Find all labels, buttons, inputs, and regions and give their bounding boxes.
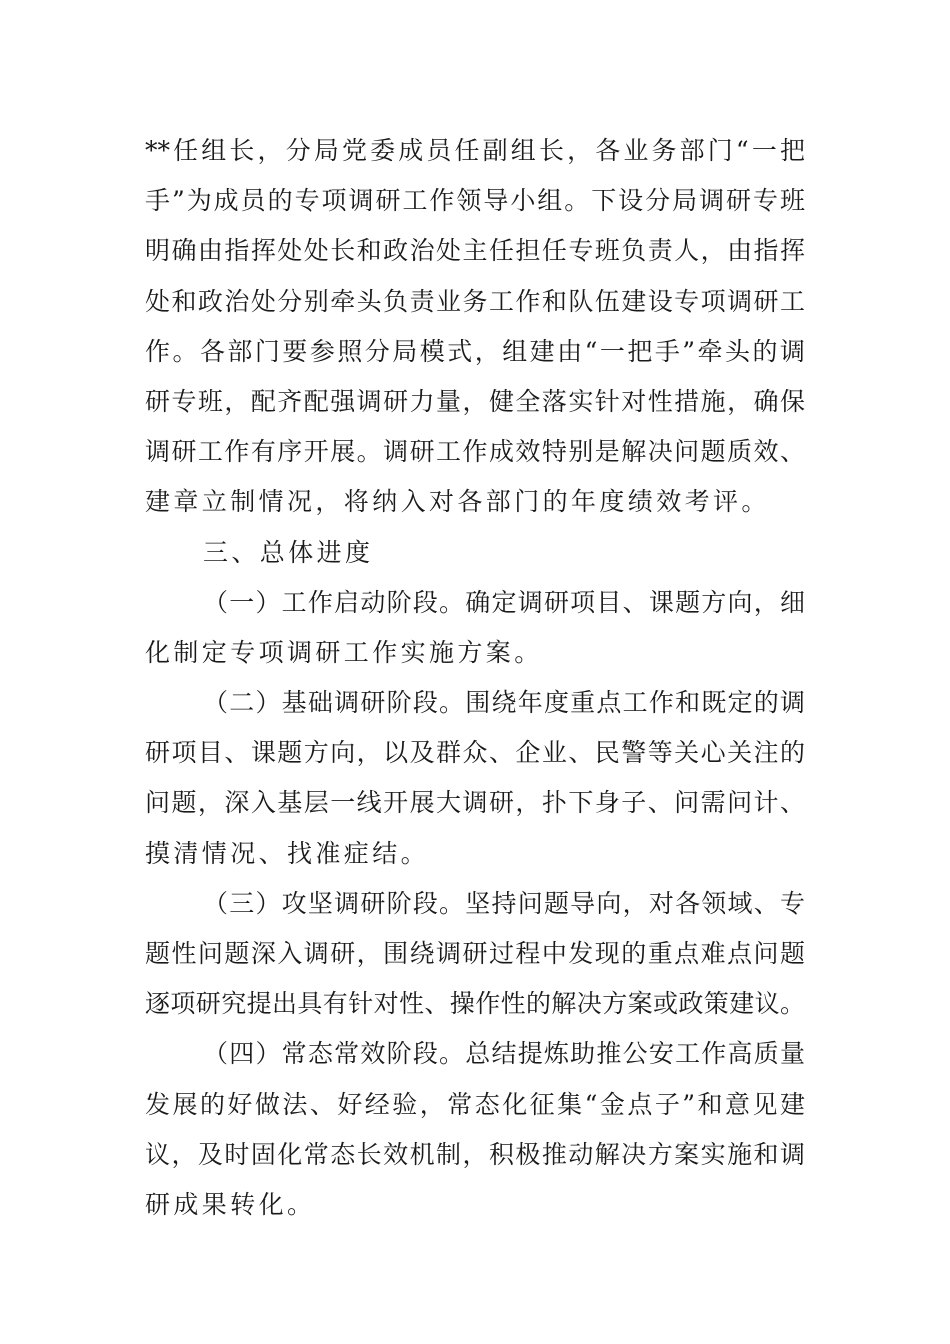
text-line: （三）攻坚调研阶段。坚持问题导向，对各领域、专	[203, 888, 805, 918]
text-line: （四）常态常效阶段。总结提炼助推公安工作高质量	[203, 1039, 805, 1069]
text-line: 明确由指挥处处长和政治处主任担任专班负责人，由指挥	[145, 236, 805, 266]
text-line: 调研工作有序开展。调研工作成效特别是解决问题质效、	[145, 437, 805, 467]
text-line: 题性问题深入调研，围绕调研过程中发现的重点难点问题	[145, 939, 805, 968]
text-line: 研成果转化。	[145, 1189, 316, 1219]
body-text	[145, 126, 805, 1230]
section-heading: 三、总体进度	[203, 537, 374, 567]
text-line: 发展的好做法、好经验，常态化征集“金点子”和意见建	[145, 1089, 805, 1119]
text-line: **任组长，分局党委成员任副组长，各业务部门“一把	[145, 136, 805, 165]
text-line: （二）基础调研阶段。围绕年度重点工作和既定的调	[203, 688, 805, 718]
text-line: 问题，深入基层一线开展大调研，扑下身子、问需问计、	[145, 788, 805, 818]
text-line: 化制定专项调研工作实施方案。	[145, 637, 543, 667]
text-line: （一）工作启动阶段。确定调研项目、课题方向，细	[203, 587, 805, 617]
text-line: 议，及时固化常态长效机制，积极推动解决方案实施和调	[145, 1139, 805, 1169]
text-line: 建章立制情况，将纳入对各部门的年度绩效考评。	[145, 487, 770, 517]
text-line: 研专班，配齐配强调研力量，健全落实针对性措施，确保	[145, 386, 805, 416]
text-line: 手”为成员的专项调研工作领导小组。下设分局调研专班	[145, 186, 805, 216]
text-line: 摸清情况、找准症结。	[145, 838, 430, 868]
text-line: 作。各部门要参照分局模式，组建由“一把手”牵头的调	[145, 336, 805, 366]
text-line: 逐项研究提出具有针对性、操作性的解决方案或政策建议。	[145, 989, 805, 1019]
text-line: 处和政治处分别牵头负责业务工作和队伍建设专项调研工	[145, 286, 805, 316]
text-line: 研项目、课题方向，以及群众、企业、民警等关心关注的	[145, 738, 805, 768]
